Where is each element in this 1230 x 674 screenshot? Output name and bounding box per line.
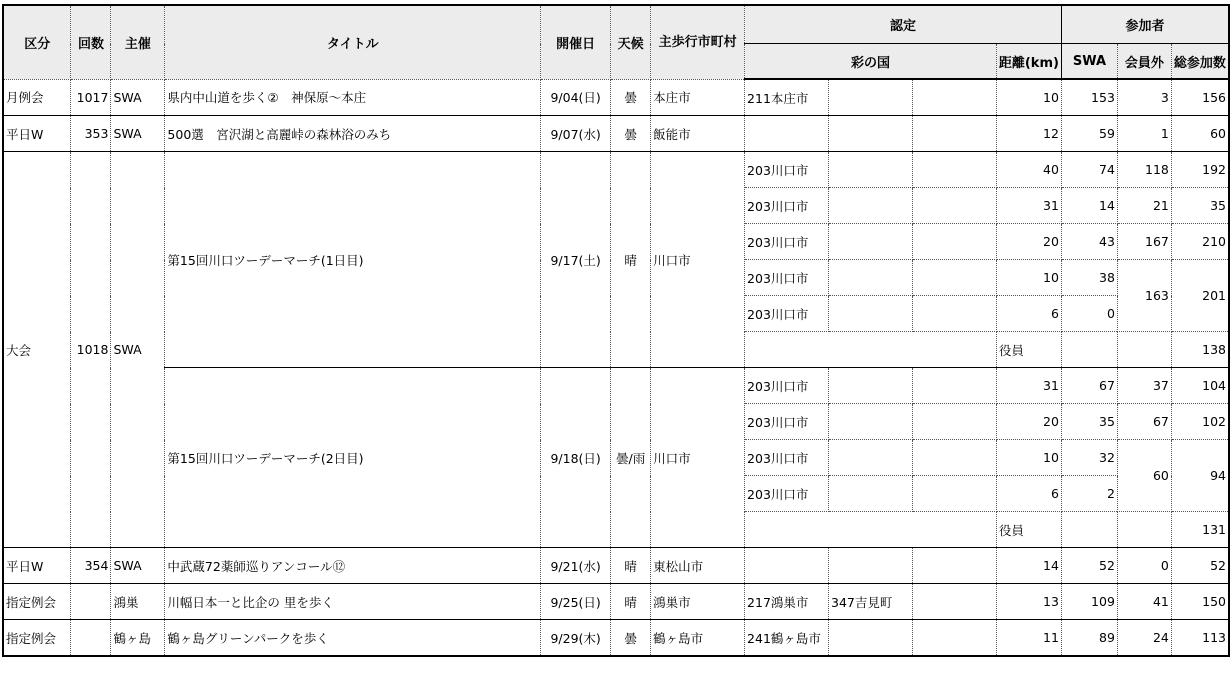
cell-cert-3 bbox=[913, 116, 997, 152]
cell-cert-1: 217鴻巣市 bbox=[745, 584, 829, 620]
cell-weather: 晴 bbox=[611, 584, 651, 620]
cell-swa: 38 bbox=[1061, 260, 1117, 296]
cell-cert-2 bbox=[829, 188, 913, 224]
cell-kubun: 平日W bbox=[3, 548, 71, 584]
table-row bbox=[3, 620, 1229, 657]
cell-title: 県内中山道を歩く② 神保原～本庄 bbox=[165, 79, 541, 116]
table-row bbox=[3, 152, 1229, 188]
header-weather: 天候 bbox=[611, 5, 651, 79]
header-title: タイトル bbox=[165, 5, 541, 79]
cell-swa: 32 bbox=[1061, 440, 1117, 476]
header-shusai: 主催 bbox=[111, 5, 165, 79]
cell-total: 210 bbox=[1171, 224, 1229, 260]
header-outside: 会員外 bbox=[1117, 44, 1171, 80]
cell-total-merged: 94 bbox=[1171, 440, 1229, 512]
cell-distance: 31 bbox=[996, 368, 1061, 404]
cell-cert-3 bbox=[913, 152, 997, 188]
cell-cert-blank bbox=[745, 332, 997, 368]
cell-swa: 52 bbox=[1061, 548, 1117, 584]
cell-swa: 0 bbox=[1061, 296, 1117, 332]
cell-kubun: 指定例会 bbox=[3, 620, 71, 657]
cell-weather: 晴 bbox=[611, 152, 651, 368]
cell-swa: 43 bbox=[1061, 224, 1117, 260]
cell-cert-2 bbox=[829, 116, 913, 152]
cell-outside: 37 bbox=[1117, 368, 1171, 404]
cell-cert-3 bbox=[913, 188, 997, 224]
header-kubun: 区分 bbox=[3, 5, 71, 79]
cell-cert-3 bbox=[913, 476, 997, 512]
cell-date: 9/18(日) bbox=[541, 368, 611, 548]
cell-staff-label: 役員 bbox=[996, 332, 1061, 368]
cell-distance: 11 bbox=[996, 620, 1061, 657]
cell-cert-blank bbox=[745, 512, 997, 548]
cell-swa: 109 bbox=[1061, 584, 1117, 620]
cell-total: 60 bbox=[1171, 116, 1229, 152]
cell-total: 192 bbox=[1171, 152, 1229, 188]
cell-outside-merged: 60 bbox=[1117, 440, 1171, 512]
cell-title: 第15回川口ツーデーマーチ(1日目) bbox=[165, 152, 541, 368]
cell-distance: 13 bbox=[996, 584, 1061, 620]
cell-cert-3 bbox=[913, 548, 997, 584]
header-sainokuni: 彩の国 bbox=[745, 44, 997, 80]
cell-total: 102 bbox=[1171, 404, 1229, 440]
cell-kubun: 月例会 bbox=[3, 79, 71, 116]
cell-cert-1: 203川口市 bbox=[745, 440, 829, 476]
cell-outside: 118 bbox=[1117, 152, 1171, 188]
cell-city: 川口市 bbox=[651, 152, 745, 368]
cell-distance: 31 bbox=[996, 188, 1061, 224]
cell-cert-3 bbox=[913, 620, 997, 657]
cell-cert-3 bbox=[913, 404, 997, 440]
cell-date: 9/07(水) bbox=[541, 116, 611, 152]
cell-date: 9/17(土) bbox=[541, 152, 611, 368]
cell-cert-2 bbox=[829, 260, 913, 296]
cell-total: 113 bbox=[1171, 620, 1229, 657]
cell-outside: 167 bbox=[1117, 224, 1171, 260]
cell-cert-2 bbox=[829, 152, 913, 188]
cell-weather: 曇 bbox=[611, 620, 651, 657]
cell-cert-2 bbox=[829, 404, 913, 440]
cell-swa bbox=[1061, 512, 1117, 548]
cell-cert-1: 203川口市 bbox=[745, 260, 829, 296]
header-nintei: 認定 bbox=[745, 5, 1062, 44]
cell-outside: 3 bbox=[1117, 79, 1171, 116]
cell-kubun: 平日W bbox=[3, 116, 71, 152]
cell-distance: 6 bbox=[996, 296, 1061, 332]
cell-total: 104 bbox=[1171, 368, 1229, 404]
cell-outside: 67 bbox=[1117, 404, 1171, 440]
cell-weather: 曇 bbox=[611, 116, 651, 152]
cell-swa: 67 bbox=[1061, 368, 1117, 404]
cell-cert-1: 203川口市 bbox=[745, 188, 829, 224]
cell-distance: 6 bbox=[996, 476, 1061, 512]
cell-shusai: 鴻巣 bbox=[111, 584, 165, 620]
cell-distance: 20 bbox=[996, 404, 1061, 440]
cell-cert-3 bbox=[913, 224, 997, 260]
cell-cert-1: 203川口市 bbox=[745, 296, 829, 332]
walk-event-record-table bbox=[2, 4, 1230, 657]
cell-cert-1: 241鶴ヶ島市 bbox=[745, 620, 829, 657]
header-city: 主歩行市町村 bbox=[651, 5, 745, 79]
cell-date: 9/25(日) bbox=[541, 584, 611, 620]
cell-cert-1: 211本庄市 bbox=[745, 79, 829, 116]
cell-distance: 20 bbox=[996, 224, 1061, 260]
cell-total-merged: 201 bbox=[1171, 260, 1229, 332]
cell-cert-2 bbox=[829, 224, 913, 260]
cell-cert-1: 203川口市 bbox=[745, 152, 829, 188]
cell-cert-3 bbox=[913, 296, 997, 332]
cell-total: 156 bbox=[1171, 79, 1229, 116]
cell-swa: 14 bbox=[1061, 188, 1117, 224]
cell-weather: 曇/雨 bbox=[611, 368, 651, 548]
cell-cert-3 bbox=[913, 368, 997, 404]
cell-cert-1: 203川口市 bbox=[745, 224, 829, 260]
cell-distance: 12 bbox=[996, 116, 1061, 152]
cell-title: 中武蔵72薬師巡りアンコール⑫ bbox=[165, 548, 541, 584]
cell-outside bbox=[1117, 512, 1171, 548]
cell-kaisu: 1018 bbox=[71, 152, 111, 548]
cell-kaisu bbox=[71, 584, 111, 620]
cell-kaisu: 354 bbox=[71, 548, 111, 584]
cell-cert-2: 347吉見町 bbox=[829, 584, 913, 620]
table-row bbox=[3, 79, 1229, 116]
cell-swa: 2 bbox=[1061, 476, 1117, 512]
cell-distance: 40 bbox=[996, 152, 1061, 188]
cell-swa: 59 bbox=[1061, 116, 1117, 152]
cell-cert-1 bbox=[745, 116, 829, 152]
cell-city: 川口市 bbox=[651, 368, 745, 548]
cell-outside-merged: 163 bbox=[1117, 260, 1171, 332]
cell-cert-3 bbox=[913, 440, 997, 476]
cell-outside: 0 bbox=[1117, 548, 1171, 584]
cell-cert-2 bbox=[829, 368, 913, 404]
table-row bbox=[3, 368, 1229, 404]
cell-cert-1: 203川口市 bbox=[745, 476, 829, 512]
table-row bbox=[3, 548, 1229, 584]
header-date: 開催日 bbox=[541, 5, 611, 79]
header-kaisu: 回数 bbox=[71, 5, 111, 79]
cell-city: 鶴ヶ島市 bbox=[651, 620, 745, 657]
cell-cert-2 bbox=[829, 620, 913, 657]
cell-outside bbox=[1117, 332, 1171, 368]
cell-shusai: 鶴ヶ島 bbox=[111, 620, 165, 657]
cell-cert-2 bbox=[829, 79, 913, 116]
cell-shusai: SWA bbox=[111, 116, 165, 152]
header-total: 総参加数 bbox=[1171, 44, 1229, 80]
cell-total: 52 bbox=[1171, 548, 1229, 584]
cell-kubun: 指定例会 bbox=[3, 584, 71, 620]
cell-kubun: 大会 bbox=[3, 152, 71, 548]
cell-shusai: SWA bbox=[111, 548, 165, 584]
cell-cert-3 bbox=[913, 79, 997, 116]
cell-city: 飯能市 bbox=[651, 116, 745, 152]
cell-title: 川幅日本一と比企の 里を歩く bbox=[165, 584, 541, 620]
header-swa: SWA bbox=[1061, 44, 1117, 80]
cell-distance: 10 bbox=[996, 79, 1061, 116]
cell-shusai: SWA bbox=[111, 152, 165, 548]
cell-total: 35 bbox=[1171, 188, 1229, 224]
cell-distance: 10 bbox=[996, 260, 1061, 296]
cell-title: 第15回川口ツーデーマーチ(2日目) bbox=[165, 368, 541, 548]
cell-swa bbox=[1061, 332, 1117, 368]
cell-cert-3 bbox=[913, 584, 997, 620]
cell-kaisu: 1017 bbox=[71, 79, 111, 116]
cell-cert-3 bbox=[913, 260, 997, 296]
cell-shusai: SWA bbox=[111, 79, 165, 116]
cell-city: 本庄市 bbox=[651, 79, 745, 116]
cell-cert-2 bbox=[829, 440, 913, 476]
cell-staff-total: 131 bbox=[1171, 512, 1229, 548]
cell-outside: 24 bbox=[1117, 620, 1171, 657]
cell-staff-label: 役員 bbox=[996, 512, 1061, 548]
header-distance: 距離(km) bbox=[996, 44, 1061, 80]
cell-cert-1: 203川口市 bbox=[745, 368, 829, 404]
cell-kaisu: 353 bbox=[71, 116, 111, 152]
cell-cert-2 bbox=[829, 296, 913, 332]
cell-staff-total: 138 bbox=[1171, 332, 1229, 368]
cell-swa: 153 bbox=[1061, 79, 1117, 116]
cell-weather: 曇 bbox=[611, 79, 651, 116]
cell-title: 500選 宮沢湖と高麗峠の森林浴のみち bbox=[165, 116, 541, 152]
cell-swa: 35 bbox=[1061, 404, 1117, 440]
cell-outside: 21 bbox=[1117, 188, 1171, 224]
cell-swa: 74 bbox=[1061, 152, 1117, 188]
cell-cert-1 bbox=[745, 548, 829, 584]
cell-cert-2 bbox=[829, 476, 913, 512]
header-sankasha: 参加者 bbox=[1061, 5, 1229, 44]
cell-weather: 晴 bbox=[611, 548, 651, 584]
table-row bbox=[3, 116, 1229, 152]
cell-cert-2 bbox=[829, 548, 913, 584]
cell-cert-1: 203川口市 bbox=[745, 404, 829, 440]
cell-total: 150 bbox=[1171, 584, 1229, 620]
cell-city: 東松山市 bbox=[651, 548, 745, 584]
table-row bbox=[3, 584, 1229, 620]
cell-kaisu bbox=[71, 620, 111, 657]
cell-date: 9/21(水) bbox=[541, 548, 611, 584]
cell-date: 9/04(日) bbox=[541, 79, 611, 116]
cell-outside: 41 bbox=[1117, 584, 1171, 620]
cell-distance: 10 bbox=[996, 440, 1061, 476]
cell-swa: 89 bbox=[1061, 620, 1117, 657]
cell-date: 9/29(木) bbox=[541, 620, 611, 657]
cell-city: 鴻巣市 bbox=[651, 584, 745, 620]
cell-title: 鶴ヶ島グリーンパークを歩く bbox=[165, 620, 541, 657]
cell-distance: 14 bbox=[996, 548, 1061, 584]
cell-outside: 1 bbox=[1117, 116, 1171, 152]
